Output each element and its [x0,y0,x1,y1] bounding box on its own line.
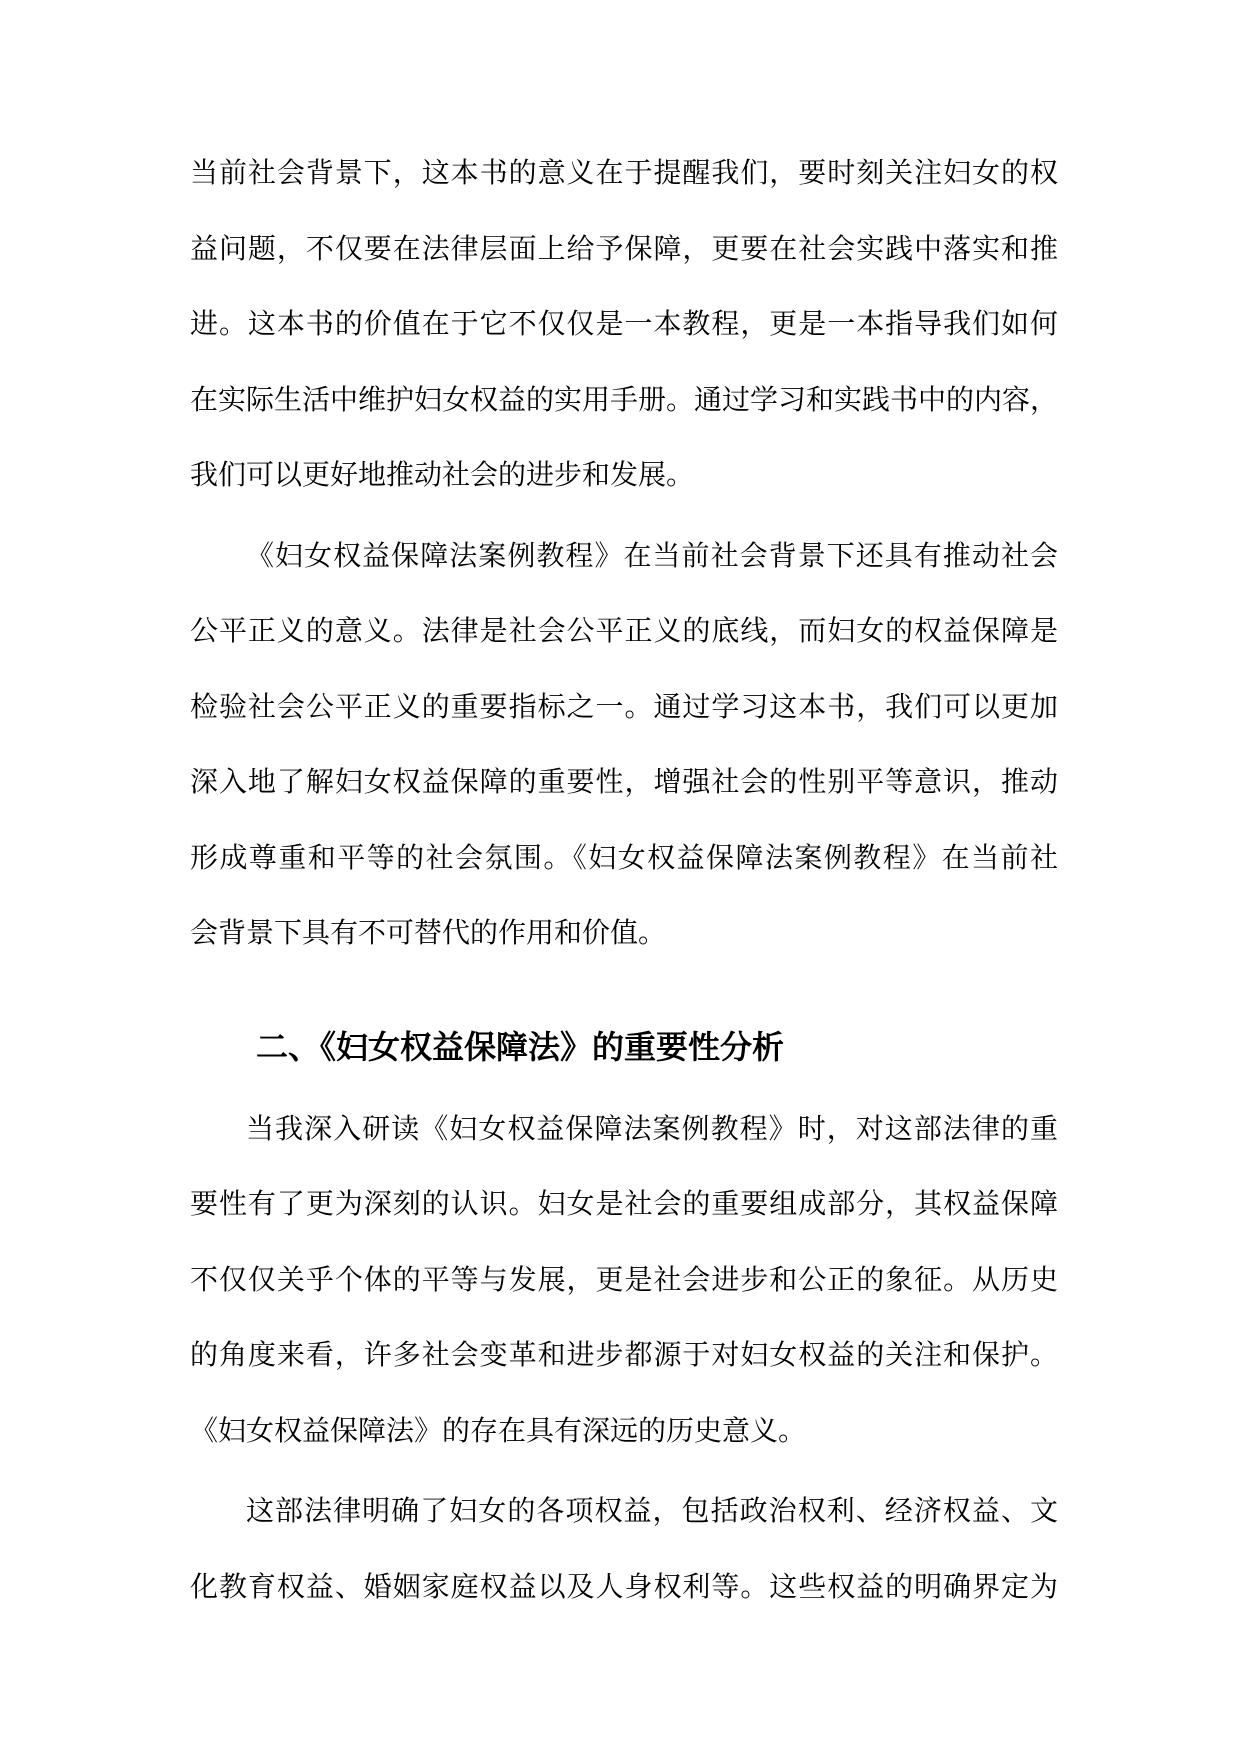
section-heading: 二、《妇女权益保障法》的重要性分析 [256,1027,785,1066]
text-line: 不仅仅关乎个体的平等与发展，更是社会进步和公正的象征。从历史 [190,1262,1058,1296]
text-line: 在实际生活中维护妇女权益的实用手册。通过学习和实践书中的内容， [190,382,1059,416]
text-line: 公平正义的意义。法律是社会公平正义的底线，而妇女的权益保障是 [190,614,1058,647]
text-line: 这部法律明确了妇女的各项权益，包括政治权利、经济权益、文 [246,1494,1058,1527]
text-line: 益问题，不仅要在法律层面上给予保障，更要在社会实践中落实和推 [190,231,1058,265]
document-page [190,135,1058,1629]
text-line: 要性有了更为深刻的认识。妇女是社会的重要组成部分，其权益保障 [190,1187,1058,1220]
text-line: 化教育权益、婚姻家庭权益以及人身权利等。这些权益的明确界定为 [190,1569,1058,1603]
paragraph [190,135,1058,513]
text-line: 我们可以更好地推动社会的进步和发展。 [190,458,695,491]
text-line: 会背景下具有不可替代的作用和价值。 [190,916,667,949]
text-line: 进。这本书的价值在于它不仅仅是一本教程，更是一本指导我们如何 [190,307,1058,340]
text-line: 的角度来看，许多社会变革和进步都源于对妇女权益的关注和保护。 [190,1338,1058,1371]
text-line: 形成尊重和平等的社会氛围。《妇女权益保障法案例教程》在当前社 [190,840,1058,874]
paragraph [190,518,1058,971]
text-line: 当前社会背景下，这本书的意义在于提醒我们，要时刻关注妇女的权 [190,156,1058,189]
text-line: 当我深入研读《妇女权益保障法案例教程》时，对这部法律的重 [246,1111,1058,1145]
text-line: 《妇女权益保障法》的存在具有深远的历史意义。 [190,1413,807,1447]
text-line: 《妇女权益保障法案例教程》在当前社会背景下还具有推动社会 [246,538,1058,572]
paragraph [190,1473,1058,1624]
paragraph [190,1091,1058,1469]
text-line: 深入地了解妇女权益保障的重要性，增强社会的性别平等意识，推动 [190,765,1058,798]
text-line: 检验社会公平正义的重要指标之一。通过学习这本书，我们可以更加 [190,689,1058,723]
